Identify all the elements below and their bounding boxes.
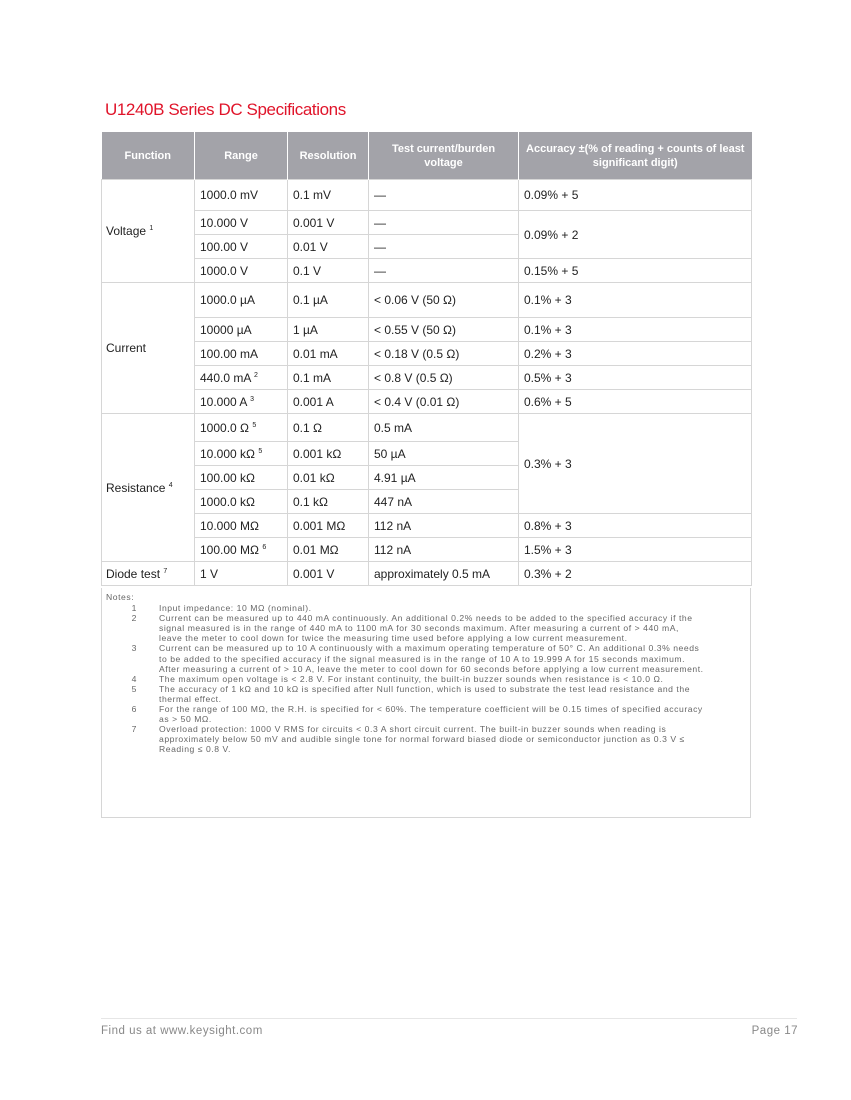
test-cell: 0.5 mA [369,414,519,442]
range-cell: 10.000 V [195,211,288,235]
resolution-cell: 0.01 kΩ [288,466,369,490]
range-cell: 1000.0 Ω $^5$ [195,414,288,442]
range-cell: 1000.0 V [195,259,288,283]
test-cell: — [369,211,519,235]
function-cell-current: Current [102,283,195,414]
resolution-cell: 0.01 V [288,235,369,259]
note-item: 6 For the range of 100 MΩ, the R.H. is specified for < 60%. The temperature coefficient will be 0.15 times of specified accuracy as > 50 MΩ. [131,704,703,725]
note-item: 5 The accuracy of 1 kΩ and 10 kΩ is specified after Null function, which is used to substrate the test lead resistance and the thermal effect. [131,683,691,704]
table-row [102,562,752,586]
table-row [102,514,752,538]
page-number: Page 17 [751,1025,798,1037]
accuracy-cell: 0.09% + 2 [519,211,752,259]
table-row [102,180,752,211]
function-cell-voltage: Voltage $^1$ [102,180,195,283]
test-cell: approximately 0.5 mA [369,562,519,586]
accuracy-cell: 1.5% + 3 [519,538,752,562]
test-cell: 50 µA [369,442,519,466]
test-cell: < 0.06 V (50 Ω) [369,283,519,318]
test-cell: 112 nA [369,538,519,562]
resolution-cell: 0.1 mA [288,366,369,390]
range-cell: 1000.0 µA [195,283,288,318]
test-cell: — [369,235,519,259]
resolution-cell: 0.1 kΩ [288,490,369,514]
range-cell: 100.00 kΩ [195,466,288,490]
test-cell: < 0.4 V (0.01 Ω) [369,390,519,414]
header-accuracy: Accuracy ±(% of reading + counts of least significant digit) [519,132,752,180]
resolution-cell: 0.001 V [288,562,369,586]
accuracy-cell: 0.3% + 3 [519,414,752,514]
accuracy-cell: 0.3% + 2 [519,562,752,586]
function-cell-resistance: Resistance $^4$ [102,414,195,562]
header-function: Function [102,132,195,180]
table-row [102,390,752,414]
table-row [102,366,752,390]
header-test-current: Test current/burden voltage [369,132,519,180]
resolution-cell: 0.1 µA [288,283,369,318]
resolution-cell: 0.001 kΩ [288,442,369,466]
range-cell: 100.00 mA [195,342,288,366]
header-range: Range [195,132,288,180]
accuracy-cell: 0.1% + 3 [519,283,752,318]
range-cell: 440.0 mA $^2$ [195,366,288,390]
resolution-cell: 0.001 MΩ [288,514,369,538]
note-item: 3 Current can be measured up to 10 A continuously with a maximum operating temperature of 50° C. An additional 0.3% needs to be added to the specified accuracy if the signal measured is in the range of 10 A to 19.999 A for 15 seconds maximum. After measuring a current of > 10 A, leave the meter to cool down for 60 seconds before applying a low current measurement. [131,643,704,674]
header-resolution: Resolution [288,132,369,180]
range-cell: 10.000 A $^3$ [195,390,288,414]
test-cell: 4.91 µA [369,466,519,490]
resolution-cell: 0.01 MΩ [288,538,369,562]
dc-specifications-table [101,132,752,586]
table-header-row [102,132,752,180]
table-row [102,283,752,318]
resolution-cell: 0.001 A [288,390,369,414]
table-row [102,211,752,235]
test-cell: 112 nA [369,514,519,538]
accuracy-cell: 0.5% + 3 [519,366,752,390]
test-cell: — [369,180,519,211]
range-cell: 10.000 kΩ $^5$ [195,442,288,466]
range-cell: 100.00 MΩ $^6$ [195,538,288,562]
accuracy-cell: 0.6% + 5 [519,390,752,414]
table-row [102,414,752,442]
test-cell: 447 nA [369,490,519,514]
table-row [102,538,752,562]
test-cell: — [369,259,519,283]
range-cell: 100.00 V [195,235,288,259]
notes-section [101,588,751,818]
resolution-cell: 0.1 V [288,259,369,283]
accuracy-cell: 0.15% + 5 [519,259,752,283]
note-item: 1 Input impedance: 10 MΩ (nominal). [131,603,312,614]
test-cell: < 0.55 V (50 Ω) [369,318,519,342]
note-item: 2 Current can be measured up to 440 mA continuously. An additional 0.2% needs to be added to the specified accuracy if the signal measured is in the range of 440 mA to 1100 mA for 30 seconds maximum. After measuring a current of > 440 mA, leave the meter to cool down for twice the measuring time used before applying a low current measurement. [131,613,693,644]
accuracy-cell: 0.09% + 5 [519,180,752,211]
resolution-cell: 1 µA [288,318,369,342]
accuracy-cell: 0.8% + 3 [519,514,752,538]
page-title: U1240B Series DC Specifications [105,100,346,119]
table-row [102,318,752,342]
footer-divider [101,1018,797,1019]
range-cell: 1 V [195,562,288,586]
resolution-cell: 0.01 mA [288,342,369,366]
resolution-cell: 0.1 Ω [288,414,369,442]
table-row [102,342,752,366]
test-cell: < 0.18 V (0.5 Ω) [369,342,519,366]
note-item: 4 The maximum open voltage is < 2.8 V. For instant continuity, the built-in buzzer sounds when resistance is < 10.0 Ω. [131,673,664,684]
accuracy-cell: 0.1% + 3 [519,318,752,342]
resolution-cell: 0.001 V [288,211,369,235]
accuracy-cell: 0.2% + 3 [519,342,752,366]
test-cell: < 0.8 V (0.5 Ω) [369,366,519,390]
note-item: 7 Overload protection: 1000 V RMS for circuits < 0.3 A short circuit current. The built-in buzzer sounds when reading is approximately below 50 mV and audible single tone for normal forward biased diode or semiconductor junction as 0.3 V ≤ Reading ≤ 0.8 V. [131,724,685,755]
notes-heading: Notes: [106,592,135,602]
function-cell-diode: Diode test $^7$ [102,562,195,586]
resolution-cell: 0.1 mV [288,180,369,211]
table-row [102,259,752,283]
footer-website-link[interactable]: Find us at www.keysight.com [101,1025,263,1037]
range-cell: 1000.0 kΩ [195,490,288,514]
range-cell: 1000.0 mV [195,180,288,211]
range-cell: 10.000 MΩ [195,514,288,538]
range-cell: 10000 µA [195,318,288,342]
